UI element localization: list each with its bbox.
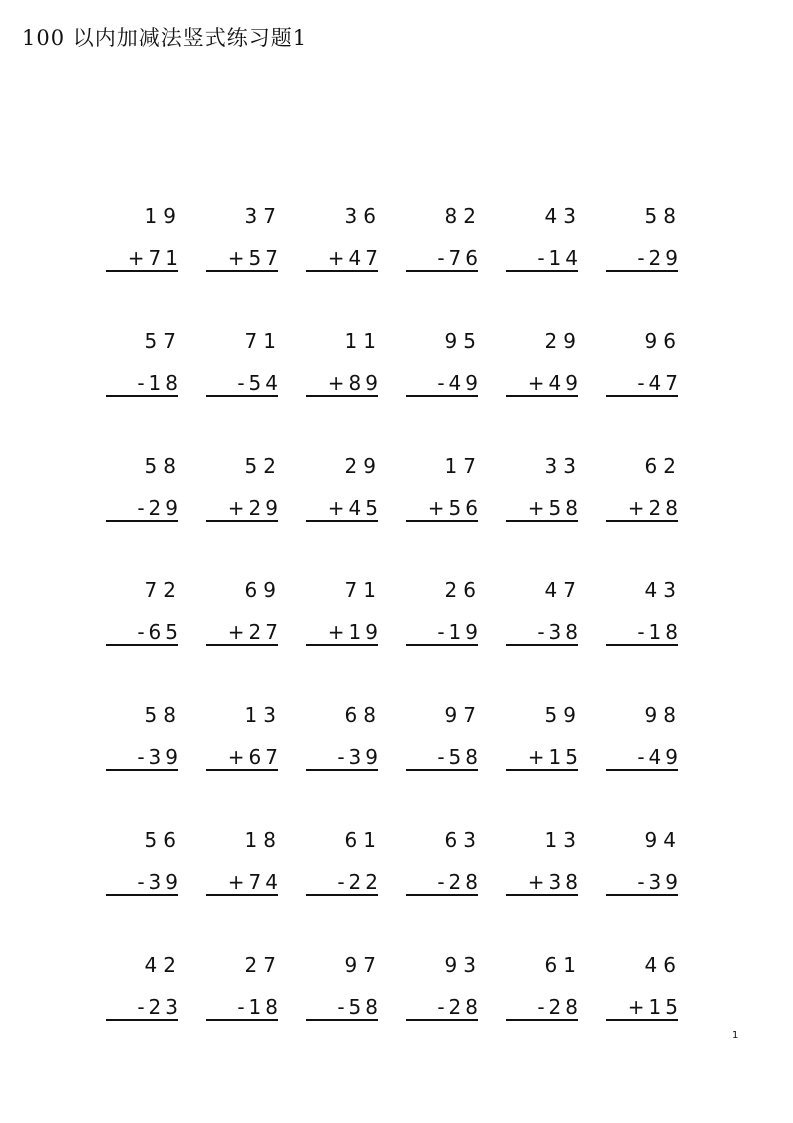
- answer-underline: [506, 395, 578, 397]
- answer-underline: [206, 644, 278, 646]
- problem-operation-line: [528, 870, 582, 894]
- problem-top-number: 56: [144, 827, 182, 852]
- problem-bottom-number: 76: [448, 246, 482, 270]
- problem-operation-line: [328, 371, 382, 395]
- problem-top-number: 96: [644, 328, 682, 353]
- problem-bottom-number: 58: [448, 745, 482, 770]
- problem-operation-line: [228, 496, 282, 520]
- problem-item: [200, 949, 300, 1074]
- answer-underline: [506, 270, 578, 272]
- problem-item: [200, 574, 300, 699]
- answer-underline: [306, 270, 378, 272]
- operator-sign: -: [637, 620, 649, 645]
- problem-item: [100, 574, 200, 699]
- problem-operation-line: [437, 995, 482, 1019]
- operator-sign: +: [227, 246, 249, 270]
- problem-operation-line: [537, 246, 582, 270]
- problem-operation-line: [237, 371, 282, 395]
- operator-sign: -: [637, 246, 649, 270]
- answer-underline: [106, 270, 178, 272]
- problem-operation-line: [428, 496, 482, 520]
- answer-underline: [406, 395, 478, 397]
- problem-operation-line: [228, 870, 282, 894]
- problem-operation-line: [137, 496, 182, 520]
- answer-underline: [606, 1019, 678, 1021]
- answer-underline: [106, 395, 178, 397]
- answer-underline: [606, 270, 678, 272]
- problem-top-number: 43: [644, 578, 682, 603]
- problem-bottom-number: 67: [248, 745, 282, 770]
- problem-top-number: 36: [344, 204, 382, 228]
- problem-top-number: 33: [544, 453, 582, 478]
- problem-operation-line: [437, 745, 482, 769]
- problem-top-number: 18: [244, 827, 282, 852]
- problem-bottom-number: 18: [148, 370, 182, 395]
- problem-bottom-number: 28: [448, 869, 482, 894]
- problem-bottom-number: 18: [648, 620, 682, 645]
- problem-top-number: 47: [544, 578, 582, 603]
- problem-operation-line: [628, 995, 682, 1019]
- problem-bottom-number: 38: [548, 620, 582, 645]
- answer-underline: [606, 644, 678, 646]
- problem-bottom-number: 56: [448, 495, 482, 520]
- problem-item: [400, 200, 500, 325]
- operator-sign: -: [637, 869, 649, 894]
- operator-sign: +: [627, 495, 649, 520]
- answer-underline: [106, 644, 178, 646]
- operator-sign: +: [627, 994, 649, 1019]
- problem-bottom-number: 71: [148, 246, 182, 270]
- problem-top-number: 46: [644, 952, 682, 977]
- problem-operation-line: [128, 246, 182, 270]
- problem-item: [200, 450, 300, 575]
- answer-underline: [306, 894, 378, 896]
- problem-top-number: 69: [244, 578, 282, 603]
- answer-underline: [606, 894, 678, 896]
- problem-operation-line: [637, 371, 682, 395]
- problem-bottom-number: 15: [548, 745, 582, 770]
- page-title: 100 以内加减法竖式练习题1: [22, 26, 308, 50]
- problem-top-number: 62: [644, 453, 682, 478]
- operator-sign: -: [137, 869, 149, 894]
- answer-underline: [306, 644, 378, 646]
- answer-underline: [506, 894, 578, 896]
- operator-sign: +: [227, 620, 249, 645]
- problem-item: [200, 699, 300, 824]
- problem-operation-line: [237, 995, 282, 1019]
- problem-top-number: 71: [344, 578, 382, 603]
- answer-underline: [206, 520, 278, 522]
- problem-item: [300, 574, 400, 699]
- problem-bottom-number: 39: [648, 869, 682, 894]
- operator-sign: -: [137, 370, 149, 395]
- problem-bottom-number: 74: [248, 869, 282, 894]
- answer-underline: [606, 520, 678, 522]
- problem-top-number: 58: [144, 453, 182, 478]
- problem-operation-line: [228, 745, 282, 769]
- problem-item: [200, 824, 300, 949]
- problem-bottom-number: 28: [448, 994, 482, 1019]
- problem-operation-line: [337, 745, 382, 769]
- problem-top-number: 61: [344, 827, 382, 852]
- problem-bottom-number: 58: [348, 994, 382, 1019]
- problem-top-number: 29: [344, 453, 382, 478]
- operator-sign: +: [327, 620, 349, 645]
- answer-underline: [206, 769, 278, 771]
- problem-top-number: 13: [244, 703, 282, 728]
- operator-sign: -: [637, 745, 649, 770]
- problem-bottom-number: 29: [648, 246, 682, 270]
- answer-underline: [306, 395, 378, 397]
- problem-top-number: 19: [144, 204, 182, 228]
- problem-bottom-number: 49: [448, 370, 482, 395]
- problem-bottom-number: 15: [648, 994, 682, 1019]
- problem-item: [400, 824, 500, 949]
- problem-operation-line: [637, 745, 682, 769]
- problem-bottom-number: 45: [348, 495, 382, 520]
- problem-bottom-number: 39: [148, 745, 182, 770]
- problem-item: [100, 325, 200, 450]
- problem-top-number: 43: [544, 204, 582, 228]
- page-number: 1: [732, 1030, 739, 1041]
- answer-underline: [206, 395, 278, 397]
- operator-sign: +: [527, 370, 549, 395]
- operator-sign: -: [137, 745, 149, 770]
- operator-sign: -: [437, 370, 449, 395]
- problem-bottom-number: 22: [348, 869, 382, 894]
- problem-operation-line: [337, 870, 382, 894]
- problem-top-number: 71: [244, 328, 282, 353]
- problem-top-number: 63: [444, 827, 482, 852]
- problem-operation-line: [637, 870, 682, 894]
- problem-item: [400, 949, 500, 1074]
- problem-item: [500, 200, 600, 325]
- problem-item: [300, 699, 400, 824]
- answer-underline: [506, 1019, 578, 1021]
- problem-item: [400, 325, 500, 450]
- problem-bottom-number: 28: [548, 994, 582, 1019]
- problem-operation-line: [437, 620, 482, 644]
- answer-underline: [406, 1019, 478, 1021]
- problem-top-number: 97: [444, 703, 482, 728]
- problem-operation-line: [137, 870, 182, 894]
- problem-item: [400, 450, 500, 575]
- problem-operation-line: [228, 620, 282, 644]
- problem-item: [400, 699, 500, 824]
- problem-bottom-number: 38: [548, 869, 582, 894]
- problem-item: [400, 574, 500, 699]
- answer-underline: [506, 520, 578, 522]
- answer-underline: [406, 270, 478, 272]
- answer-underline: [206, 894, 278, 896]
- problem-bottom-number: 19: [448, 620, 482, 645]
- problem-bottom-number: 39: [348, 745, 382, 770]
- answer-underline: [106, 520, 178, 522]
- problem-item: [500, 699, 600, 824]
- operator-sign: -: [437, 745, 449, 770]
- answer-underline: [106, 769, 178, 771]
- operator-sign: -: [437, 994, 449, 1019]
- problem-operation-line: [137, 371, 182, 395]
- problem-operation-line: [528, 371, 582, 395]
- operator-sign: +: [527, 745, 549, 770]
- problem-item: [500, 824, 600, 949]
- problems-grid: [100, 200, 700, 1074]
- operator-sign: +: [527, 495, 549, 520]
- operator-sign: -: [337, 994, 349, 1019]
- problem-operation-line: [637, 620, 682, 644]
- problem-top-number: 93: [444, 952, 482, 977]
- problem-bottom-number: 58: [548, 495, 582, 520]
- problem-item: [600, 824, 700, 949]
- problem-bottom-number: 28: [648, 495, 682, 520]
- problem-top-number: 58: [644, 204, 682, 228]
- problem-bottom-number: 39: [148, 869, 182, 894]
- problem-operation-line: [137, 995, 182, 1019]
- operator-sign: +: [527, 869, 549, 894]
- answer-underline: [506, 644, 578, 646]
- problem-operation-line: [537, 620, 582, 644]
- operator-sign: -: [537, 246, 549, 270]
- problem-top-number: 29: [544, 328, 582, 353]
- problem-bottom-number: 49: [648, 745, 682, 770]
- problem-item: [300, 200, 400, 325]
- problem-top-number: 94: [644, 827, 682, 852]
- problem-operation-line: [328, 246, 382, 270]
- problem-bottom-number: 18: [248, 994, 282, 1019]
- problem-item: [200, 200, 300, 325]
- problem-item: [600, 949, 700, 1074]
- operator-sign: +: [327, 246, 349, 270]
- problem-top-number: 82: [444, 204, 482, 228]
- problem-bottom-number: 23: [148, 994, 182, 1019]
- operator-sign: -: [637, 370, 649, 395]
- problem-bottom-number: 65: [148, 620, 182, 645]
- problem-bottom-number: 14: [548, 246, 582, 270]
- problem-operation-line: [328, 620, 382, 644]
- answer-underline: [206, 1019, 278, 1021]
- operator-sign: -: [437, 620, 449, 645]
- answer-underline: [406, 520, 478, 522]
- problem-item: [600, 574, 700, 699]
- problem-operation-line: [628, 496, 682, 520]
- operator-sign: +: [327, 370, 349, 395]
- operator-sign: -: [137, 495, 149, 520]
- operator-sign: -: [437, 246, 449, 270]
- problem-top-number: 26: [444, 578, 482, 603]
- operator-sign: -: [337, 745, 349, 770]
- operator-sign: -: [137, 620, 149, 645]
- problem-operation-line: [137, 620, 182, 644]
- problem-item: [500, 949, 600, 1074]
- answer-underline: [606, 395, 678, 397]
- problem-item: [500, 325, 600, 450]
- problem-top-number: 72: [144, 578, 182, 603]
- operator-sign: +: [227, 745, 249, 770]
- problem-item: [500, 574, 600, 699]
- problem-item: [600, 200, 700, 325]
- answer-underline: [406, 769, 478, 771]
- problem-item: [600, 450, 700, 575]
- problem-top-number: 98: [644, 703, 682, 728]
- problem-top-number: 95: [444, 328, 482, 353]
- problem-item: [100, 949, 200, 1074]
- problem-top-number: 17: [444, 453, 482, 478]
- problem-top-number: 68: [344, 703, 382, 728]
- problem-item: [500, 450, 600, 575]
- operator-sign: -: [237, 370, 249, 395]
- problem-operation-line: [337, 995, 382, 1019]
- answer-underline: [306, 769, 378, 771]
- problem-operation-line: [137, 745, 182, 769]
- problem-top-number: 37: [244, 204, 282, 228]
- problem-bottom-number: 27: [248, 620, 282, 645]
- operator-sign: +: [427, 495, 449, 520]
- problem-bottom-number: 29: [248, 495, 282, 520]
- problem-item: [600, 325, 700, 450]
- problem-item: [600, 699, 700, 824]
- problem-item: [300, 949, 400, 1074]
- problem-item: [100, 824, 200, 949]
- problem-bottom-number: 54: [248, 370, 282, 395]
- problem-bottom-number: 49: [548, 370, 582, 395]
- operator-sign: +: [227, 495, 249, 520]
- answer-underline: [206, 270, 278, 272]
- answer-underline: [306, 1019, 378, 1021]
- problem-bottom-number: 29: [148, 495, 182, 520]
- operator-sign: -: [237, 994, 249, 1019]
- problem-operation-line: [528, 745, 582, 769]
- problem-operation-line: [228, 246, 282, 270]
- problem-item: [300, 325, 400, 450]
- problem-operation-line: [637, 246, 682, 270]
- problem-operation-line: [328, 496, 382, 520]
- answer-underline: [606, 769, 678, 771]
- problem-top-number: 11: [344, 328, 382, 353]
- problem-operation-line: [437, 870, 482, 894]
- operator-sign: +: [327, 495, 349, 520]
- operator-sign: -: [137, 994, 149, 1019]
- operator-sign: -: [537, 994, 549, 1019]
- operator-sign: -: [337, 869, 349, 894]
- problem-operation-line: [528, 496, 582, 520]
- answer-underline: [106, 894, 178, 896]
- operator-sign: +: [227, 869, 249, 894]
- problem-top-number: 58: [144, 703, 182, 728]
- problem-bottom-number: 89: [348, 370, 382, 395]
- answer-underline: [406, 644, 478, 646]
- problem-bottom-number: 57: [248, 246, 282, 270]
- problem-top-number: 57: [144, 328, 182, 353]
- operator-sign: +: [127, 246, 149, 270]
- problem-top-number: 52: [244, 453, 282, 478]
- problem-item: [100, 200, 200, 325]
- problem-top-number: 59: [544, 703, 582, 728]
- problem-item: [100, 450, 200, 575]
- problem-top-number: 97: [344, 952, 382, 977]
- problem-bottom-number: 47: [648, 370, 682, 395]
- problem-top-number: 42: [144, 952, 182, 977]
- problem-operation-line: [437, 371, 482, 395]
- problem-item: [300, 824, 400, 949]
- problem-top-number: 27: [244, 952, 282, 977]
- answer-underline: [406, 894, 478, 896]
- operator-sign: -: [537, 620, 549, 645]
- problem-operation-line: [537, 995, 582, 1019]
- problem-operation-line: [437, 246, 482, 270]
- problem-bottom-number: 19: [348, 620, 382, 645]
- problem-item: [300, 450, 400, 575]
- problem-top-number: 13: [544, 827, 582, 852]
- problem-item: [100, 699, 200, 824]
- problem-top-number: 61: [544, 952, 582, 977]
- problem-bottom-number: 47: [348, 246, 382, 270]
- answer-underline: [306, 520, 378, 522]
- answer-underline: [506, 769, 578, 771]
- problem-item: [200, 325, 300, 450]
- operator-sign: -: [437, 869, 449, 894]
- answer-underline: [106, 1019, 178, 1021]
